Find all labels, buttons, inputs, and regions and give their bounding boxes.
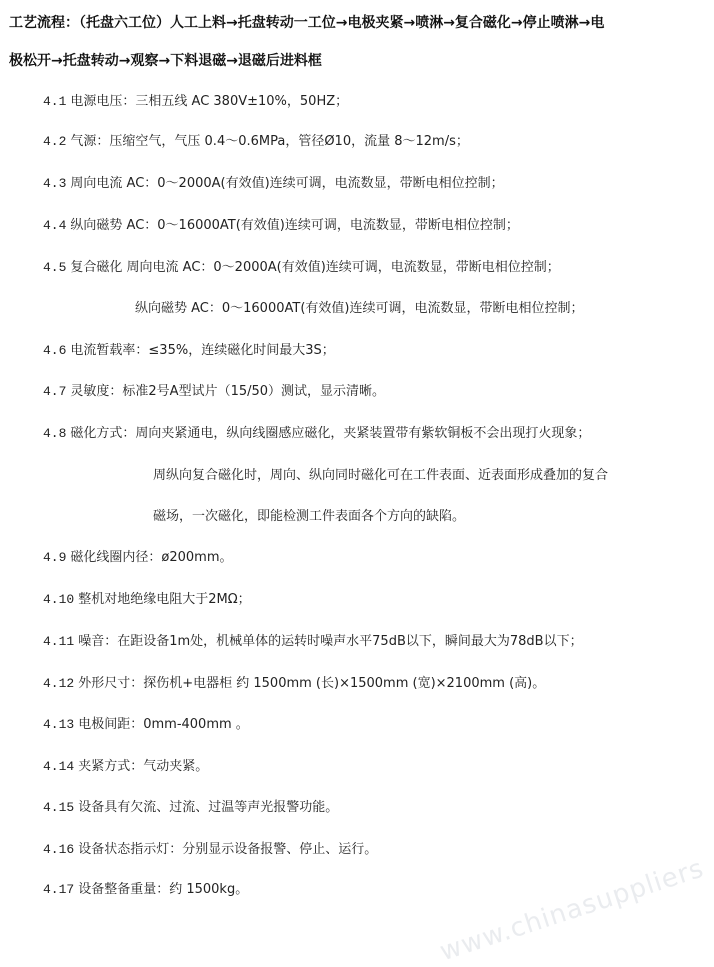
spec-number: 4.16 [43,842,75,857]
spec-text: 设备整备重量：约 1500kg。 [78,882,249,897]
spec-text: 设备状态指示灯：分别显示设备报警、停止、运行。 [78,842,378,857]
spec-item-4-10 [43,588,251,607]
spec-number: 4.6 [43,343,67,358]
spec-item-4-9 [43,546,233,565]
spec-item-4-14 [43,755,208,774]
spec-text: 灵敏度：标准2号A型试片（15/50）测试，显示清晰。 [70,384,386,399]
spec-text: 电极间距：0mm-400mm 。 [78,717,249,732]
process-flow-header [9,4,709,80]
spec-item-4-15 [43,796,338,815]
spec-text: 外形尺寸：探伤机+电器柜 约 1500mm (长)×1500mm (宽)×2100mm (高)。 [78,676,546,691]
spec-text: 磁场，一次磁化，即能检测工件表面各个方向的缺陷。 [153,509,466,524]
spec-item-4-8-continuation-2 [153,505,465,524]
spec-number: 4.15 [43,800,75,815]
spec-number: 4.4 [43,218,67,233]
spec-text: 周纵向复合磁化时，周向、纵向同时磁化可在工件表面、近表面形成叠加的复合 [153,468,609,483]
spec-number: 4.5 [43,260,67,275]
spec-text: 电流暂载率：≤35%，连续磁化时间最大3S； [70,343,335,358]
spec-item-4-17 [43,878,248,897]
spec-item-4-11 [43,630,583,649]
spec-text: 磁化线圈内径：ø200mm。 [70,550,233,565]
spec-item-4-8-continuation-1 [153,464,608,483]
spec-text: 磁化方式：周向夹紧通电，纵向线圈感应磁化，夹紧装置带有紫软铜板不会出现打火现象； [70,426,591,441]
spec-item-4-12 [43,672,545,691]
spec-text: 设备具有欠流、过流、过温等声光报警功能。 [78,800,339,815]
spec-item-4-16 [43,838,377,857]
spec-text: 气源：压缩空气，气压 0.4～0.6MPa，管径Ø10，流量 8～12m/s； [70,134,469,149]
spec-item-4-2 [43,130,469,149]
spec-item-4-1 [43,90,348,109]
spec-text: 夹紧方式：气动夹紧。 [78,759,209,774]
process-flow-line-2: 极松开→托盘转动→观察→下料退磁→退磁后进料框 [9,53,322,69]
spec-number: 4.17 [43,882,75,897]
spec-number: 4.7 [43,384,67,399]
spec-text: 周向电流 AC：0～2000A(有效值)连续可调，电流数显，带断电相位控制； [70,176,504,191]
spec-number: 4.13 [43,717,75,732]
spec-item-4-4 [43,214,519,233]
spec-number: 4.12 [43,676,75,691]
spec-item-4-13 [43,713,249,732]
spec-number: 4.1 [43,94,67,109]
spec-text: 纵向磁势 AC：0～16000AT(有效值)连续可调，电流数显，带断电相位控制； [70,218,519,233]
spec-number: 4.3 [43,176,67,191]
spec-number: 4.2 [43,134,67,149]
spec-item-4-8 [43,422,590,441]
spec-item-4-3 [43,172,504,191]
spec-item-4-5-continuation [135,297,583,316]
spec-item-4-6 [43,339,335,358]
spec-number: 4.11 [43,634,75,649]
watermark: www.chinasuppliers [436,853,708,967]
process-flow-line-1: 工艺流程：（托盘六工位）人工上料→托盘转动一工位→电极夹紧→喷淋→复合磁化→停止喷淋→电 [9,15,605,31]
spec-item-4-7 [43,380,385,399]
spec-text: 噪音：在距设备1m处，机械单体的运转时噪声水平75dB以下，瞬间最大为78dB以下； [78,634,583,649]
spec-text: 电源电压：三相五线 AC 380V±10%，50HZ； [70,94,349,109]
spec-number: 4.8 [43,426,67,441]
spec-text: 整机对地绝缘电阻大于2MΩ； [78,592,251,607]
spec-item-4-5 [43,256,560,275]
spec-text: 纵向磁势 AC：0～16000AT(有效值)连续可调，电流数显，带断电相位控制； [135,301,584,316]
spec-number: 4.10 [43,592,75,607]
spec-text: 复合磁化 周向电流 AC：0～2000A(有效值)连续可调，电流数显，带断电相位控制； [70,260,560,275]
spec-number: 4.14 [43,759,75,774]
spec-number: 4.9 [43,550,67,565]
